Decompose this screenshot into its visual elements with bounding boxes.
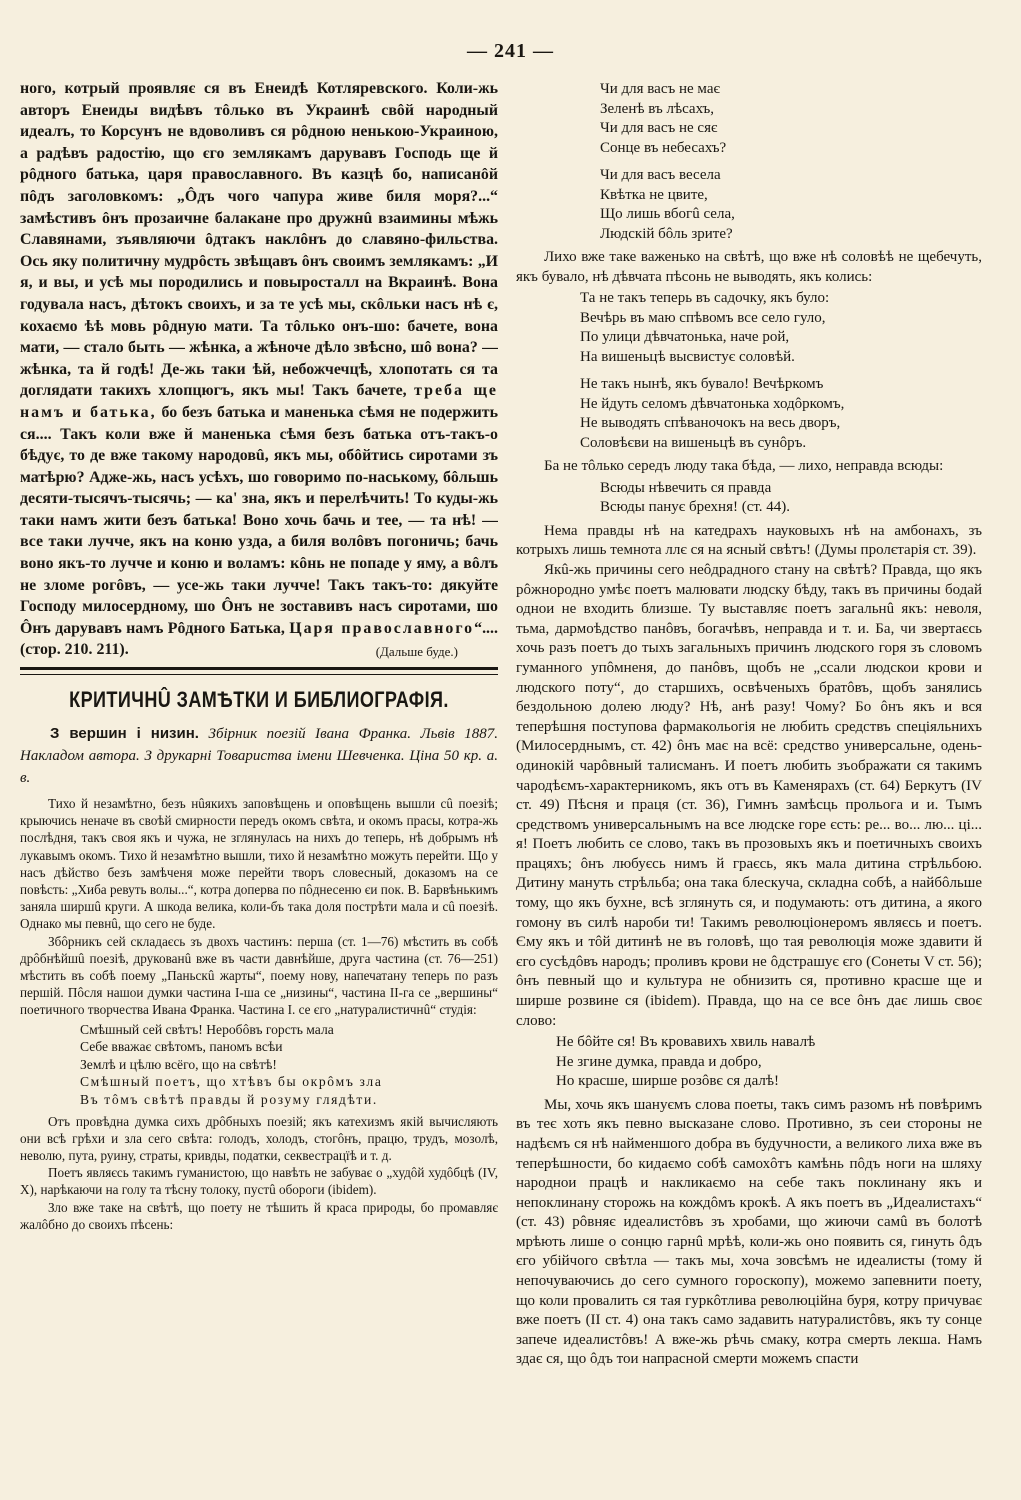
section-title: КРИТИЧНÛ ЗАМѢТКИ И БИБЛИОГРАФІЯ.: [69, 687, 449, 713]
verse-line: На вишеньцѣ высвистує соловѣй.: [580, 348, 795, 365]
verse-line: Всюды панує брехня! (ст. 44).: [600, 499, 791, 516]
stanza-gap: [580, 367, 982, 375]
lead-text-3: “.... (стор. 210. 211).: [20, 619, 498, 659]
review-heading: [20, 723, 498, 789]
verse-line: Себе вважає свѣтомъ, паномъ всѣи: [80, 1039, 283, 1055]
verse-line: Но красше, ширше розôвє ся далѣ!: [556, 1073, 779, 1090]
verse-line: Зеленѣ въ лѣсахъ,: [600, 100, 715, 117]
verse-line: Що лишь вбогû села,: [600, 206, 735, 222]
verse-line: Соловѣєви на вишеньцѣ въ сунôръ.: [580, 434, 807, 451]
stanza-gap: [600, 158, 982, 166]
verse-line: Смѣшный сей свѣтъ! Неробôвъ горсть мала: [80, 1021, 334, 1037]
verse-quote-c: [516, 479, 982, 518]
left-column: [20, 78, 498, 1478]
verse-line: Чи для васъ не сяє: [600, 120, 718, 136]
verse-line: Сонце въ небесахъ?: [600, 139, 727, 156]
verse-line: Людскій бôль зрите?: [600, 225, 733, 242]
paragraph: Лихо вже таке важенько на свѣтѣ, що вже нѣ соловѣѣ не щебечуть, якъ бувало, нѣ дѣвчата пѣсонь не выводять, якъ колись:: [516, 249, 982, 285]
verse-line: Вечѣрь въ маю спѣвомъ все село гуло,: [580, 309, 826, 326]
lead-spaced-2: Царя православного: [289, 619, 475, 637]
review-subtitle: Збірник поезій Івана Франка. Львів 1887. Накладом автора. З друкарні Товариства імени Шевченка. Ціна 50 кр. а. в.: [20, 726, 498, 787]
lead-text-2: бо безъ батька и маненька сѣмя не подержить ся.... Такъ коли вже й маненька сѣмя безъ батька отъ-такъ-о бѣдує, то де вже такому народовû, якъ мы, обôйтись сиротами зъ матѣрю? Адже-жь, насъ усѣхъ, шо говоримо по-наському, бôльшь десяти-тысячъ-тысячь; — ка' зна, якъ и перелѣчить! То куды-жь таки намъ жити безъ батька! Воно хочь бачь и тее, — та нѣ! — все таки лучче, якъ на коню узда, а биля волôвъ погоничь; бачь воно якъ-то лучче и коню и воламъ: кôнь не попаде у яму, а вôлъ не зломе рогôвъ, — усе-жь таки лучче! Такъ такъ-то: дякуйте Господу милосердному, шо Ôнъ не зоставивъ насъ сиротами, шо Ôнъ дарувавъ намъ Рôдного Батька,: [20, 403, 498, 637]
page-number: — 241 —: [467, 40, 554, 62]
review-title: З вершин і низин.: [50, 725, 199, 743]
verse-line: Чи для васъ не має: [600, 81, 720, 97]
section-divider-thick: [20, 667, 498, 670]
verse-line: Чи для васъ весела: [600, 167, 721, 183]
lead-text-1: ного, котрый проявляє ся въ Енеидѣ Котляревского. Коли-жь авторъ Енеиды видѣвъ тôлько въ Украинѣ свôй народный идеалъ, то Корсунъ не вдоволивъ ся рôдною ненькою-Украиною, а радѣвъ радостію, що єго землякамъ дарувавъ Господь ще й рôдного батька, царя православного. Въ казцѣ бо, написанôй пôдъ заголовкомъ: „Ôдъ чого чапура живе биля моря?...“ замѣстивъ ôнъ прозаичне балакане про дружнû взаимины мѣжь Славянами, зъявляючи ôдтакъ наклôнъ до славяно-фильства. Ось яку политичну мудрôсть звѣщавъ ôнъ своимъ землякамъ: „И я, и вы, и усѣ мы породились и повыросталл на Вкраинѣ. Вона годувала насъ, дѣтокъ своихъ, и за те усѣ мы, скôльки насъ нѣ є, кохаємо ѣѣ мовь рôдную мати. Та тôлько онъ-шо: бачете, вона мати, — стало быть — жѣнка, а жѣноче дѣло звѣсно, шô вона? — жѣнка, та й годѣ! Де-жь таки ѣй, небожчечцѣ, хлопотать ся та доглядати такихъ хлопцюгъ, якъ мы! Такъ бачете,: [20, 80, 498, 400]
paragraph: Нема правды нѣ на катедрахъ науковыхъ нѣ на амбонахъ, зъ котрыхъ лишь темнота ллє ся на ясный свѣтъ! (Думы пролєтарія ст. 39).: [516, 522, 982, 559]
lead-spaced-1: треба ще намъ и батька,: [20, 382, 498, 421]
review-paragraph-2: Збôрникъ сей складаєсь зъ двохъ частинъ: перша (ст. 1—76) мѣстить въ собѣ дрôбнѣйшû поезіѣ, друкованû вже въ части давнѣйше, друга частина (ст. 76—251) мѣстить въ собѣ поему „Паньскû жарты“, поему нову, напечатану теперь по разъ першій. Пôсля нашои думки частина I-ша се „низины“, частина II-га се „вершины“ поетичного творчества Ивана Франка. Частина I. се єго „натуралистичнû“ студія:: [20, 933, 498, 1018]
paragraph: Мы, хочь якъ шануємъ слова поеты, такъ симъ разомъ нѣ повѣримъ въ теє хоть якъ певно высказане слово. Противно, зъ сеи стороны не надѣємъ ся нѣ найменшого добра въ будучности, а великого лиха вже въ теперѣшности, бо кидаємо собѣ самохôтъ камѣнь пôдъ ноги на шляху народнои працѣ и накликаємо на себе такъ поклинану якъ и непоклинану сторожь на кождôмъ крокѣ. А якъ поетъ въ „Идеалистахъ“ (ст. 43) рôвняє идеалистôвъ зъ хробами, що жиючи самû въ болотѣ мрѣють лише о сонцю гарнû мрѣѣ, коли-жь оно появить ся, гинуть ôдъ єго убійчого свѣтла — такъ мы, хоча зовсѣмъ не идеалисты (тому й непочуваючись до сего сумного гороскопу), можемо запевнити поету, що коли провалить ся тая гуркôтлива революційна буря, котру причуває вже поетъ (II ст. 4) она такъ само задавить натуралистôвъ, якъ ту сонце запече идеалистôвъ! А вже-жь рѣчь смаку, котра смерть лекша. Намъ здає ся, що ôдъ тои напрасной смерти можемъ спасти: [516, 1096, 982, 1368]
verse-line: Землѣ и цѣлю всёго, що на свѣтѣ!: [80, 1056, 277, 1072]
verse-quote-b: [516, 289, 982, 453]
paragraph: Ба не тôлько середъ люду така бѣда, — лихо, неправда всюды:: [544, 458, 944, 475]
verse-line: Смѣшный поетъ, що хтѣвъ бы окрôмъ зла: [80, 1074, 383, 1090]
verse-line: По улици дѣвчатонька, наче рой,: [580, 329, 790, 346]
verse-line: Въ тôмъ свѣтѣ правды й розуму глядѣти.: [80, 1092, 378, 1108]
verse-line: Не выводять спѣваночокъ на весь дворъ,: [580, 415, 841, 432]
verse-line: Квѣтка не цвите,: [600, 186, 708, 203]
verse-line: Не такъ нынѣ, якъ бувало! Вечѣркомъ: [580, 376, 824, 393]
right-column: [516, 78, 982, 1478]
review-paragraph-1: Тихо й незамѣтно, безъ нûякихъ заповѣщень и оповѣщень вышли сû поезіѣ; крыючись неначе въ своѣй смирности передъ окомъ свѣта, и окомъ прасы, котра-жь послѣдня, такъ своя якъ и чужа, не зглянулась на нихъ до теперь, нѣ добрымъ нѣ лукавымъ окомъ. Тихо й незамѣтно вышли, тихо й незамѣтно можуть перейти. Що у насъ дѣйство безъ замѣченя може перейти творъ словесный, доказомъ на се повѣсть: „Хиба ревуть волы...“, котра доперва по пôднесеню єи пок. В. Барвѣнькимъ заняла ширшû круги. А шкода велика, коли-бъ така доля пострѣти мала и сû поезіѣ. Однако мы певнû, що сего не буде.: [20, 796, 498, 932]
verse-quote-d: [516, 1033, 982, 1092]
verse-line: Всюды нѣвечить ся правда: [600, 479, 772, 496]
review-paragraph-5: Зло вже таке на свѣтѣ, що поету не тѣшить й краса природы, бо промавляє жалôбно до своихъ пѣсень:: [20, 1199, 498, 1232]
verse-line: Та не такъ теперь въ садочку, якъ було:: [580, 290, 830, 307]
paragraph: Якû-жь причины сего неôдрадного стану на свѣтѣ? Правда, що якъ рôжнородно умѣє поетъ малювати людску бѣду, такъ въ причины бодай однои не входить близше. Ту выставляє поетъ загальнû якъ: неволя, тьма, дармоѣдство панôвъ, богачѣвъ, неправда и т. и. Ба, чи звертаєсь хочь разъ поетъ до тыхъ загальныхъ причинъ людского горя зъ словомъ гуманного упôмненя, до панôвъ, щобъ не „ссали людскои крови и людского поту“, до старшихъ, освѣченыхъ братôвъ, щобъ занялись бездольною долею люду? Нѣ, анѣ разу! Чому? Бо ôнъ якъ и вся теперѣшня поступова фармакольогія не любить средствъ спеціяльнихъ (Милосерднымъ, ст. 42) ôнъ має на всё: средство универсальне, одень-одинокій чарôвный талисманъ. И поетъ любить зъображати ся такимъ чародѣємъ-характерникомъ, якъ отъ въ Каменярахъ (ст. 64) Беркутъ (IV ст. 49) Пѣсня и праця (ст. 36), Гимнъ замѣсць прольога и и. Тымъ средствомъ универсальнымъ на все людске горе єсть: ре... во... лю... ці... я! Поетъ любить се слово, такъ въ прозовыхъ якъ и поетичныхъ своихъ працяхъ; ôнъ любуєсь нимъ й граєсь, якъ мала дитина стрѣльбою. Дитину мануть стрѣльба; она така блескуча, складна собѣ, а найбôльше тому, що якъ бухне, всѣ зглянуть ся, и подумають: отъ дитина, а якого гомону въ силѣ нароби ти! Такимъ революціонеромъ являєсь и поетъ. Єму якъ и тôй дитинѣ не въ головѣ, що тая революція може здавити й єго сусѣдôвъ народъ; проливъ крови не ôдстрашує єго (Сонеты V ст. 56); ôнъ певный що и культура не обнизить ся, противно красше ще и ширше розвине ся (ibidem). Правда, що на се все ôнъ дає лишь своє слово:: [516, 561, 982, 1029]
review-paragraph-4: Поетъ являєсь такимъ гуманистою, що навѣть не забуває о „худôй худôбцѣ (IV, X), нарѣкаючи на голу та тѣсну толоку, пустû обороги (ibidem).: [20, 1165, 498, 1198]
article-continuation: [20, 78, 498, 661]
section-divider-thin: [20, 674, 498, 675]
verse-quote-a: [516, 80, 982, 244]
verse-line: Не йдуть селомъ дѣвчатонька ходôркомъ,: [580, 395, 845, 412]
verse-line: Не згине думка, правда и добро,: [556, 1053, 762, 1070]
review-paragraph-3: Отъ провѣдна думка сихъ дрôбныхъ поезій; якъ катехизмъ якій вычисляють они всѣ грѣхи и зла сего свѣта: голодъ, холодъ, стогôнъ, працю, трудъ, мозолѣ, неволю, пута, руину, страты, кривды, податки, секвестрацїѣ и т. д.: [20, 1113, 498, 1164]
verse-quote-1: [20, 1021, 498, 1109]
verse-line: Не бôйте ся! Въ кровавихъ хвиль навалѣ: [556, 1034, 816, 1051]
continued-note: (Дальше буде.): [375, 644, 458, 660]
